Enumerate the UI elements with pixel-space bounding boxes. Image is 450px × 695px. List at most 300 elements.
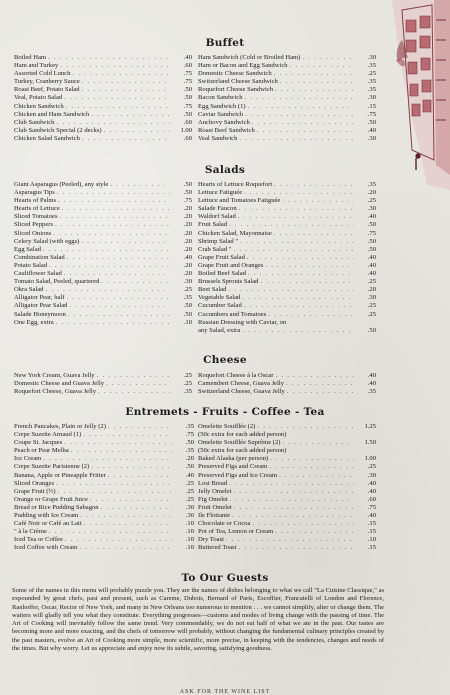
buffet-right-column [198, 54, 376, 143]
menu-item-name: Chicken Salad, Mayonnaise [198, 229, 272, 237]
menu-item [14, 213, 192, 221]
menu-item-name: Ice Cream [14, 455, 42, 463]
menu-item-name: New York Cream, Guava Jelly [14, 372, 95, 379]
menu-item [198, 431, 376, 439]
menu-item-name: Roquefort Cheese, Guava Jelly [14, 388, 97, 396]
menu-item [198, 488, 376, 496]
menu-item-price: .25 [367, 302, 376, 310]
menu-item-name: Shrimp Salad " [198, 237, 239, 245]
leader-dots [108, 472, 172, 480]
menu-item-price: .35 [367, 86, 376, 94]
footer-wine-list-note: ASK FOR THE WINE LIST [179, 689, 271, 695]
menu-item-price: 1.00 [180, 126, 192, 134]
leader-dots [72, 70, 170, 78]
menu-item-name: Hearts of Palms [14, 197, 57, 205]
menu-item-name: Asparagus Tips [14, 189, 55, 197]
menu-item-price: .20 [183, 270, 192, 278]
menu-item-name: Waldorf Salad [198, 213, 236, 221]
menu-item [198, 504, 376, 512]
menu-item-price: .35 [367, 181, 376, 188]
menu-item [198, 423, 376, 431]
leader-dots [229, 480, 354, 488]
leader-dots [58, 197, 170, 205]
menu-item [198, 536, 376, 544]
menu-item-price: .40 [367, 126, 376, 134]
cheese-right-column [198, 372, 376, 396]
menu-item-price: .25 [367, 278, 376, 286]
menu-item-price: .25 [367, 197, 376, 205]
menu-item-name: Grape Fruit and Oranges [198, 261, 264, 269]
menu-item-name: Buttered Toast [198, 544, 237, 552]
leader-dots [104, 127, 170, 135]
leader-dots [275, 86, 354, 94]
menu-item-name: Bacon Sandwich [198, 94, 243, 102]
menu-item-price: .35 [367, 388, 376, 396]
leader-dots [242, 294, 354, 302]
menu-item-name: Omelette Soufflée Suprême (2) [198, 439, 281, 447]
menu-item-name: Chicken Salad Sandwich [14, 134, 80, 142]
menu-item-price: .25 [183, 380, 192, 388]
menu-item-name: Russian Dressing with Caviar, on [198, 318, 287, 326]
leader-dots [268, 311, 354, 319]
menu-item-price: .10 [367, 536, 376, 544]
leader-dots [270, 455, 354, 463]
menu-item-price: .15 [367, 102, 376, 110]
menu-item [14, 221, 192, 229]
menu-item-name: Ham Sandwich (Cold or Broiled Ham) [198, 54, 301, 61]
leader-dots [69, 302, 170, 310]
menu-item-name: Veal, Potato Salad [14, 94, 63, 102]
menu-item [198, 246, 376, 254]
leader-dots [280, 78, 354, 86]
menu-item-price: .20 [183, 229, 192, 237]
leader-dots [58, 488, 172, 496]
leader-dots [239, 205, 354, 213]
menu-item-price: .20 [367, 286, 376, 294]
menu-item-name: Fig Omelet [198, 495, 228, 503]
menu-item-name: Preserved Figs and Cream [198, 463, 268, 471]
menu-item-name: Club Sandwich Special (2 decks) [14, 126, 102, 134]
leader-dots [56, 319, 170, 327]
menu-item-price: .75 [183, 70, 192, 78]
leader-dots [82, 78, 170, 86]
leader-dots [230, 496, 354, 504]
section-title-entremets: Entremets - Fruits - Coffee - Tea [125, 406, 325, 418]
menu-item-price: .25 [185, 479, 194, 487]
menu-item-price: .50 [183, 86, 192, 94]
menu-item-name: Salade Faucon [198, 205, 237, 213]
menu-item-name: Egg Salad [14, 245, 41, 253]
menu-item-name: Alligator Pear Salad [14, 302, 68, 310]
menu-item-name: Cauliflower Salad [14, 270, 62, 278]
leader-dots [248, 103, 354, 111]
menu-item-price: .75 [183, 78, 192, 86]
menu-item [198, 54, 376, 62]
menu-item-name: Fruit Salad [198, 221, 228, 229]
menu-item-price: .50 [183, 189, 192, 197]
menu-item-name: Potato Salad [14, 261, 48, 269]
menu-item [14, 319, 192, 327]
menu-item [14, 238, 192, 246]
menu-item-name: Sliced Onions [14, 229, 52, 237]
leader-dots [282, 197, 354, 205]
menu-item-name: Lettuce Fatiguée [198, 189, 243, 197]
menu-item-price: .15 [367, 544, 376, 552]
menu-item-price: 1.25 [364, 423, 376, 430]
menu-item-name: any Salad, extra [198, 326, 241, 334]
leader-dots [245, 94, 355, 102]
menu-item-name: Hearts of Lettuce Roquefort [198, 181, 273, 188]
menu-item-name: Dry Toast [198, 536, 224, 544]
menu-item [198, 327, 376, 335]
menu-item [198, 86, 376, 94]
menu-item-price: .75 [367, 503, 376, 511]
menu-item [14, 528, 194, 536]
leader-dots [286, 380, 354, 388]
menu-item-price: .35 [185, 447, 194, 455]
menu-item-name: Iced Coffee with Cream [14, 544, 78, 552]
menu-item-name: (50c extra for each added person) [198, 431, 287, 439]
leader-dots [238, 544, 354, 552]
leader-dots [66, 294, 170, 302]
menu-item-price: .25 [183, 372, 192, 379]
leader-dots [65, 536, 172, 544]
menu-item-price: .30 [367, 134, 376, 142]
menu-item-name: Celery Salad (with eggs) [14, 237, 80, 245]
menu-item-name: Café Noir or Café au Lait [14, 520, 82, 528]
leader-dots [279, 472, 354, 480]
menu-item-price: .75 [367, 229, 376, 237]
menu-item [14, 536, 194, 544]
menu-item-name: Chicken and Ham Sandwich [14, 110, 90, 118]
menu-item [14, 197, 192, 205]
menu-item-name: Coupe St. Jacques [14, 439, 63, 447]
menu-item [198, 388, 376, 396]
menu-item [14, 254, 192, 262]
menu-item [14, 372, 192, 380]
menu-item-price: .40 [183, 253, 192, 261]
menu-item-price: .30 [183, 278, 192, 286]
leader-dots [265, 262, 354, 270]
menu-item-price: .25 [185, 495, 194, 503]
leader-dots [97, 372, 170, 380]
menu-item [198, 135, 376, 143]
menu-item-name: Alligator Pear, half [14, 294, 65, 302]
menu-item [198, 254, 376, 262]
leader-dots [248, 270, 354, 278]
leader-dots [252, 520, 354, 528]
menu-item-name: Grape Fruit (½) [14, 487, 56, 495]
leader-dots [67, 254, 170, 262]
leader-dots [55, 221, 170, 229]
salads-right-column [198, 181, 376, 335]
leader-dots [82, 86, 170, 94]
leader-dots [62, 205, 170, 213]
menu-item-name: Vegetable Salad [198, 294, 241, 302]
leader-dots [43, 246, 170, 254]
leader-dots [302, 54, 354, 62]
menu-item-price: .40 [367, 372, 376, 379]
leader-dots [106, 380, 170, 388]
menu-item-price: .40 [185, 471, 194, 479]
menu-item-name: Baked Alaska (per person) [198, 455, 269, 463]
leader-dots [240, 238, 354, 246]
menu-item [198, 262, 376, 270]
menu-item [198, 270, 376, 278]
menu-item [198, 78, 376, 86]
menu-item-price: .50 [183, 310, 192, 318]
menu-item-price: .25 [367, 70, 376, 78]
menu-item [198, 463, 376, 471]
menu-item-price: .40 [367, 213, 376, 221]
menu-item-name: Preserved Figs and Ice Cream [198, 471, 278, 479]
leader-dots [274, 230, 354, 238]
menu-item [14, 181, 192, 189]
leader-dots [45, 286, 170, 294]
menu-item-name: Hearts of Lettuce [14, 205, 60, 213]
leader-dots [71, 447, 172, 455]
menu-item-name: (50c extra for each added person) [198, 447, 287, 455]
menu-item [198, 111, 376, 119]
leader-dots [82, 135, 170, 143]
menu-item [14, 135, 192, 143]
menu-item [198, 480, 376, 488]
leader-dots [66, 103, 170, 111]
leader-dots [57, 189, 170, 197]
leader-dots [252, 119, 354, 127]
menu-item-price: .10 [185, 528, 194, 536]
menu-item-name: Crab Salad " [198, 245, 232, 253]
leader-dots [83, 431, 172, 439]
menu-item-price: .75 [183, 102, 192, 110]
menu-item [198, 119, 376, 127]
menu-item-name: Roast Beef Sandwich [198, 126, 255, 134]
menu-item-price: 1.00 [364, 455, 376, 463]
menu-item [198, 238, 376, 246]
leader-dots [53, 230, 170, 238]
menu-item-price: .50 [183, 94, 192, 102]
leader-dots [247, 254, 354, 262]
leader-dots [244, 302, 354, 310]
menu-item-name: Beet Salad [198, 286, 227, 294]
menu-item-name: Pudding with Ice Cream [14, 512, 79, 520]
menu-item-price: .50 [367, 326, 376, 334]
leader-dots [110, 181, 170, 189]
leader-dots [229, 221, 354, 229]
menu-item-price: .75 [183, 197, 192, 205]
menu-item-name: Egg Sandwich (1) [198, 102, 246, 110]
leader-dots [242, 327, 354, 335]
entremets-left-column [14, 423, 194, 553]
menu-item-name: Camembert Cheese, Guava Jelly [198, 380, 285, 388]
menu-item-name: Sliced Peppers [14, 221, 54, 229]
menu-item-name: Anchovy Sandwich [198, 118, 250, 126]
menu-item-price: .20 [367, 189, 376, 197]
menu-item [198, 221, 376, 229]
menu-item-name: Ham or Bacon and Egg Sandwich [198, 62, 288, 70]
menu-item [198, 103, 376, 111]
menu-item-price: .10 [183, 318, 192, 326]
menu-item-price: .60 [367, 495, 376, 503]
menu-item [198, 455, 376, 463]
menu-item [198, 372, 376, 380]
leader-dots [60, 62, 170, 70]
menu-item-name: Okra Salad [14, 286, 44, 294]
menu-item-price: .50 [185, 439, 194, 447]
menu-item [198, 70, 376, 78]
menu-item-price: .50 [183, 302, 192, 310]
leader-dots [56, 480, 172, 488]
menu-item-price: .30 [185, 512, 194, 520]
menu-item-price: .15 [367, 528, 376, 536]
menu-item-name: Orange or Grape Fruit Juice [14, 495, 88, 503]
leader-dots [43, 455, 172, 463]
menu-item-name: Combination Salad [14, 253, 65, 261]
menu-item [198, 278, 376, 286]
menu-item-price: .40 [367, 253, 376, 261]
menu-item-price: .20 [183, 261, 192, 269]
menu-item-price: .60 [183, 134, 192, 142]
leader-dots [60, 213, 170, 221]
menu-item [14, 230, 192, 238]
leader-dots [91, 111, 170, 119]
leader-dots [101, 504, 172, 512]
leader-dots [79, 544, 172, 552]
menu-item-name: Chicken Sandwich [14, 102, 64, 110]
leader-dots [234, 488, 354, 496]
menu-item-name: Caviar Sandwich [198, 110, 244, 118]
menu-item-price: .40 [183, 54, 192, 61]
menu-item [198, 302, 376, 310]
menu-item [14, 111, 192, 119]
menu-item [14, 311, 192, 319]
menu-item-price: .50 [185, 463, 194, 471]
leader-dots [98, 388, 170, 396]
menu-item [14, 246, 192, 254]
menu-item-price: .25 [367, 310, 376, 318]
leader-dots [287, 388, 354, 396]
menu-item-price: .50 [183, 181, 192, 188]
menu-item-price: .10 [185, 544, 194, 552]
leader-dots [274, 70, 354, 78]
cheese-left-column [14, 372, 192, 396]
leader-dots [238, 213, 354, 221]
leader-dots [233, 246, 354, 254]
section-title-guests: To Our Guests [181, 572, 269, 584]
guests-message: Some of the names in this menu will probably puzzle you. They are the names of dishes belonging to what we call "La Cuisine Classique," as expounded by great chefs, past and present, such as Careme, Dubois, Bernard of Paris, Escoffier, Francatelli of London and Florence, Ranhoffer, Oscar, Rector of New York, and many in New Orleans too numerous to mention . . . we cannot simplify, alter or change them. The waiters will gladly tell you what they constitute. Everything progresses—customs and modes of living change with the passing of time. The Art of Cooking will inevitably follow the same trend. Very commendably, we do not eat half of what we ate in the past. Our tastes are becoming more and more exacting, and the chefs of tomorrow will probably, without changing the fundamental culinary principles created by the past masters, evolve an Art of Cooking more simple, more scientific, more precise, in keeping with the tendencies, changes and needs of the times. But why worry. Let us appreciate and enjoy now its subtle, savoring, satisfying goodness. [12, 587, 384, 653]
menu-item-name: Boiled Beef Salad [198, 270, 246, 278]
menu-item-price: .20 [185, 455, 194, 463]
menu-item-name: Boiled Ham [14, 54, 47, 61]
menu-item-name: Ile Flottante [198, 512, 231, 520]
menu-item-name: Tomato Salad, Peeled, quartered [14, 278, 100, 286]
menu-item [198, 127, 376, 135]
menu-item-name: Omelette Soufflée (2) [198, 423, 256, 430]
leader-dots [81, 238, 170, 246]
menu-item [198, 294, 376, 302]
leader-dots [64, 94, 170, 102]
menu-item [198, 62, 376, 70]
leader-dots [245, 111, 354, 119]
menu-item [14, 54, 192, 62]
menu-item [14, 278, 192, 286]
menu-item [14, 380, 192, 388]
menu-item [14, 270, 192, 278]
menu-item-price: .35 [367, 78, 376, 86]
menu-item-price: .25 [367, 463, 376, 471]
menu-item-price: .35 [185, 423, 194, 430]
leader-dots [232, 512, 354, 520]
menu-item-price: .75 [367, 110, 376, 118]
menu-item [14, 504, 194, 512]
leader-dots [68, 311, 170, 319]
menu-item [14, 512, 194, 520]
leader-dots [260, 278, 354, 286]
leader-dots [257, 127, 354, 135]
leader-dots [228, 286, 354, 294]
leader-dots [80, 512, 172, 520]
menu-item-name: Banana, Apple or Pineapple Fritter [14, 471, 106, 479]
leader-dots [226, 536, 354, 544]
leader-dots [239, 135, 354, 143]
leader-dots [101, 278, 170, 286]
menu-item [198, 311, 376, 319]
menu-item-name: Switzerland Cheese, Guava Jelly [198, 388, 285, 396]
menu-item-price: .30 [185, 503, 194, 511]
leader-dots [56, 119, 170, 127]
menu-item-price: .50 [367, 245, 376, 253]
menu-item [14, 544, 194, 552]
menu-item-price: .40 [367, 479, 376, 487]
section-title-cheese: Cheese [203, 354, 247, 366]
menu-item [198, 181, 376, 189]
menu-item [14, 439, 194, 447]
menu-item [14, 286, 192, 294]
menu-item-price: .40 [367, 261, 376, 269]
leader-dots [48, 54, 170, 62]
menu-item-name: Lettuce and Tomatoes Fatiguée [198, 197, 281, 205]
leader-dots [108, 423, 172, 431]
menu-item-price: .60 [183, 62, 192, 70]
menu-item [14, 455, 194, 463]
menu-item [198, 544, 376, 552]
menu-item-name: Domestic Cheese Sandwich [198, 70, 272, 78]
menu-item-name: French Pancakes, Plain or Jelly (2) [14, 423, 106, 430]
leader-dots [64, 439, 172, 447]
menu-item-price: .20 [183, 245, 192, 253]
menu-item [14, 388, 192, 396]
leader-dots [290, 62, 354, 70]
menu-item [198, 213, 376, 221]
menu-item [198, 205, 376, 213]
menu-item [198, 447, 376, 455]
menu-item-name: Chocolate or Cocoa [198, 520, 251, 528]
section-title-buffet: Buffet [205, 37, 245, 49]
leader-dots [91, 463, 172, 471]
menu-item-name: One Egg, extra [14, 318, 54, 326]
menu-item-name: Salade Honeymoon [14, 310, 66, 318]
menu-item [14, 94, 192, 102]
menu-item [14, 472, 194, 480]
menu-item [198, 197, 376, 205]
leader-dots [275, 372, 354, 380]
menu-item-name: Iced Tea or Coffee [14, 536, 63, 544]
street-scene-illustration [372, 0, 450, 190]
menu-item-price: .50 [367, 221, 376, 229]
menu-item [14, 431, 194, 439]
menu-item [14, 520, 194, 528]
menu-item-price: .35 [367, 62, 376, 70]
